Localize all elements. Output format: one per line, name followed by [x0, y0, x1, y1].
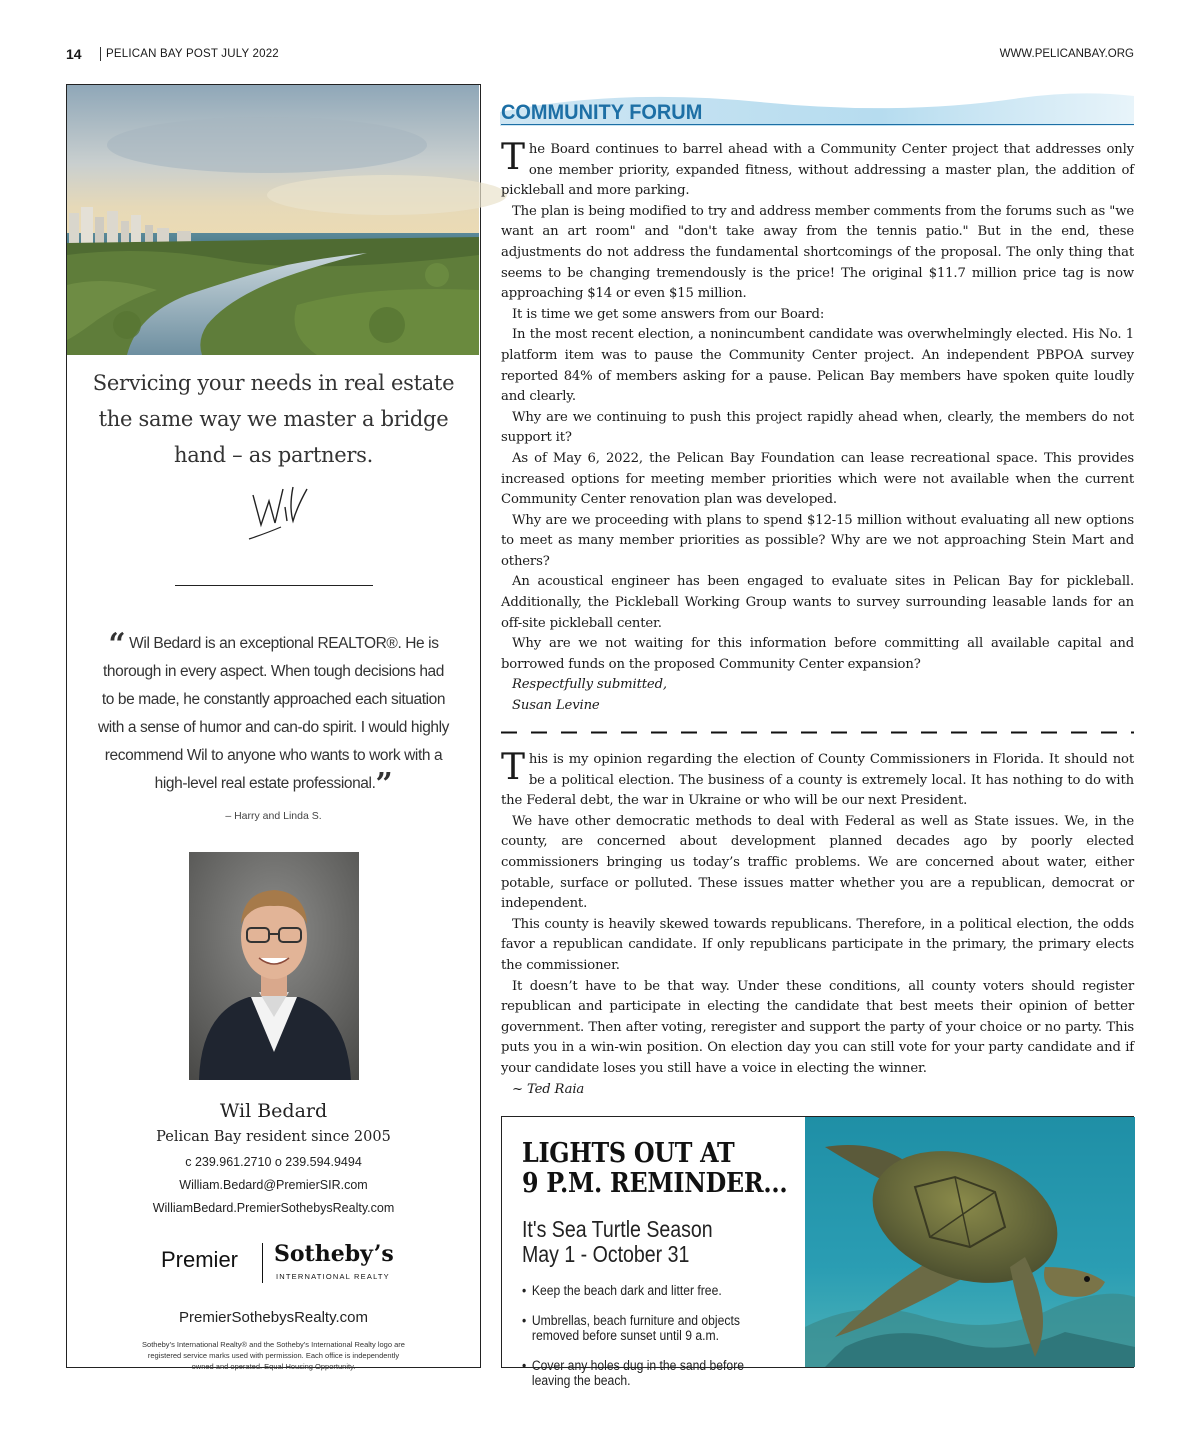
- article-paragraph: This county is heavily skewed towards republicans. Therefore, in a political election, the odds favor a republican candidate. If only republicans participate in the primary, the primary elects the commissioner.: [501, 916, 1134, 973]
- quote-attribution: – Harry and Linda S.: [225, 810, 322, 822]
- subheading-line: May 1 - October 31: [522, 1241, 690, 1267]
- heading-line: 9 P.M. REMINDER...: [522, 1168, 788, 1199]
- forum-letter-levine: [501, 137, 1134, 717]
- tagline-line: hand – as partners.: [173, 443, 374, 467]
- legal-line: registered service marks used with permission. Each office is independently: [147, 1351, 400, 1360]
- testimonial-quote: [93, 627, 454, 802]
- company-website: PremierSothebysRealty.com: [179, 1309, 368, 1326]
- sea-turtle-photo: [805, 1117, 1135, 1367]
- ad-divider: [175, 585, 373, 586]
- article-paragraph: The plan is being modified to try and address member comments from the forums such as "we want an art room" and "don't take away from the tennis patio." But in the end, these adjustments do not address the fundamental shortcomings of the proposal. The only thing that seems to be changing tremendously is the price! The original $11.7 million price tag is now approaching $14 or even $15 million.: [501, 203, 1134, 302]
- legal-line: owned and operated. Equal Housing Opportunity.: [191, 1362, 356, 1371]
- article-paragraph: Why are we continuing to push this project rapidly ahead when, clearly, the members do not support it?: [501, 409, 1134, 446]
- logo-international-realty: INTERNATIONAL REALTY: [276, 1272, 390, 1281]
- publication-title: PELICAN BAY POST JULY 2022: [106, 48, 279, 60]
- agent-phones: c 239.961.2710 o 239.594.9494: [185, 1155, 362, 1169]
- logo-sothebys: Sotheby’s: [274, 1241, 394, 1267]
- forum-letter-raia: [501, 747, 1134, 1100]
- real-estate-ad: [66, 84, 481, 1371]
- agent-portrait: [189, 852, 359, 1080]
- article-paragraph: Why are we proceeding with plans to spend $12-15 million without evaluating all new options to meet as many member priorities as possible? Why are we not approaching Stein Mart and others?: [501, 512, 1134, 569]
- list-item: • Keep the beach dark and litter free.: [522, 1283, 765, 1299]
- quote-line: recommend Wil to anyone who wants to work with a: [104, 747, 443, 764]
- agent-residency: Pelican Bay resident since 2005: [156, 1129, 391, 1145]
- agent-email: William.Bedard@PremierSIR.com: [179, 1178, 368, 1192]
- agent-signature: [247, 477, 317, 547]
- article-paragraph: We have other democratic methods to deal with Federal as well as State issues. We, in the county, are concerned about development planned decades ago by poorly elected commissioners bringing us today’s traffic problems. We are concerned about water, either potable, surface or polluted. These issues matter whether you are a republican, democrat or independent.: [501, 813, 1134, 912]
- agent-website: WilliamBedard.PremierSothebysRealty.com: [152, 1201, 395, 1215]
- article-paragraph: As of May 6, 2022, the Pelican Bay Foundation can lease recreational space. This provides increased options for meeting member priorities which were not available when the current Community Center renovation plan was developed.: [501, 450, 1134, 508]
- article-paragraph: The Board continues to barrel ahead with a Community Center project that addresses only one member priority, expanded fitness, without addressing a master plan, the addition of pickleball and more parking.: [501, 137, 1134, 199]
- reminder-list: [522, 1283, 765, 1403]
- quote-line: high-level real estate professional.”: [154, 767, 393, 802]
- ad-tagline: [87, 365, 460, 473]
- article-paragraph: Why are we not waiting for this information before committing all available capital and borrowed funds on the proposed Community Center expansion?: [501, 636, 1134, 672]
- close-quote-icon: ”: [375, 767, 393, 802]
- article-separator: [501, 731, 1134, 734]
- quote-line: to be made, he constantly approached each situation: [101, 691, 446, 708]
- coastline-photo: [67, 85, 479, 355]
- open-quote-icon: “: [108, 627, 126, 662]
- tagline-line: Servicing your needs in real estate: [92, 371, 455, 395]
- legal-notice: [117, 1339, 430, 1372]
- logo-premier: Premier: [161, 1247, 239, 1272]
- page-header: [66, 46, 1134, 62]
- quote-line: thorough in every aspect. When tough decisions had: [102, 663, 445, 680]
- drop-cap: T: [501, 137, 525, 178]
- logo-divider: [262, 1243, 263, 1283]
- forum-title-rule: [501, 124, 1134, 125]
- heading-line: LIGHTS OUT AT: [522, 1138, 735, 1169]
- article-paragraph: This is my opinion regarding the election of County Commissioners in Florida. It should not be a political election. The business of a county is extremely local. It has nothing to do with the Federal debt, the war in Ukraine or who will be our next President.: [501, 747, 1134, 809]
- header-divider: [100, 47, 101, 61]
- article-paragraph: It doesn’t have to be that way. Under these conditions, all county voters should register republican and participate in electing the candidate that best meets their opinion of better government. Then after voting, reregister and support the party of your choice or no party. This puts you in a win-win position. On election day you can still vote for your party candidate and if your candidate loses you still have a voice in electing the winner.: [501, 978, 1134, 1076]
- reminder-heading: [522, 1139, 787, 1199]
- article-author: Susan Levine: [512, 698, 600, 714]
- drop-cap: T: [501, 747, 525, 788]
- article-paragraph: An acoustical engineer has been engaged to evaluate sites in Pelican Bay for pickleball. Additionally, the Pickleball Working Group wants to survey surrounding leasable lands for an off-site pickleball center.: [501, 574, 1134, 631]
- list-item: • Umbrellas, beach furniture and objects removed before sunset until 9 a.m.: [522, 1313, 765, 1344]
- website-url: WWW.PELICANBAY.ORG: [999, 48, 1134, 60]
- legal-line: Sotheby’s International Realty® and the Sotheby’s International Realty logo are: [142, 1340, 405, 1349]
- sothebys-logo: [161, 1241, 394, 1285]
- article-paragraph: It is time we get some answers from our Board:: [512, 306, 825, 322]
- article-author: ~ Ted Raia: [512, 1081, 585, 1097]
- article-closing: Respectfully submitted,: [512, 677, 667, 693]
- sea-turtle-reminder: [501, 1116, 1134, 1388]
- quote-line: “ Wil Bedard is an exceptional REALTOR®. He is: [108, 627, 439, 662]
- forum-title: COMMUNITY FORUM: [501, 101, 703, 124]
- quote-line: with a sense of humor and can-do spirit. I would highly: [97, 719, 450, 736]
- agent-name: Wil Bedard: [219, 1100, 328, 1122]
- page-number: 14: [66, 46, 82, 62]
- tagline-line: the same way we master a bridge: [98, 407, 449, 431]
- reminder-subheading: [522, 1217, 713, 1267]
- article-paragraph: In the most recent election, a nonincumbent candidate was overwhelmingly elected. His No. 1 platform item was to pause the Community Center project. An independent PBPOA survey reported 84% of members asking for a pause. Pelican Bay members have spoken quite loudly and clearly.: [501, 327, 1134, 405]
- subheading-line: It's Sea Turtle Season: [522, 1216, 713, 1242]
- list-item: • Cover any holes dug in the sand before leaving the beach.: [522, 1358, 765, 1389]
